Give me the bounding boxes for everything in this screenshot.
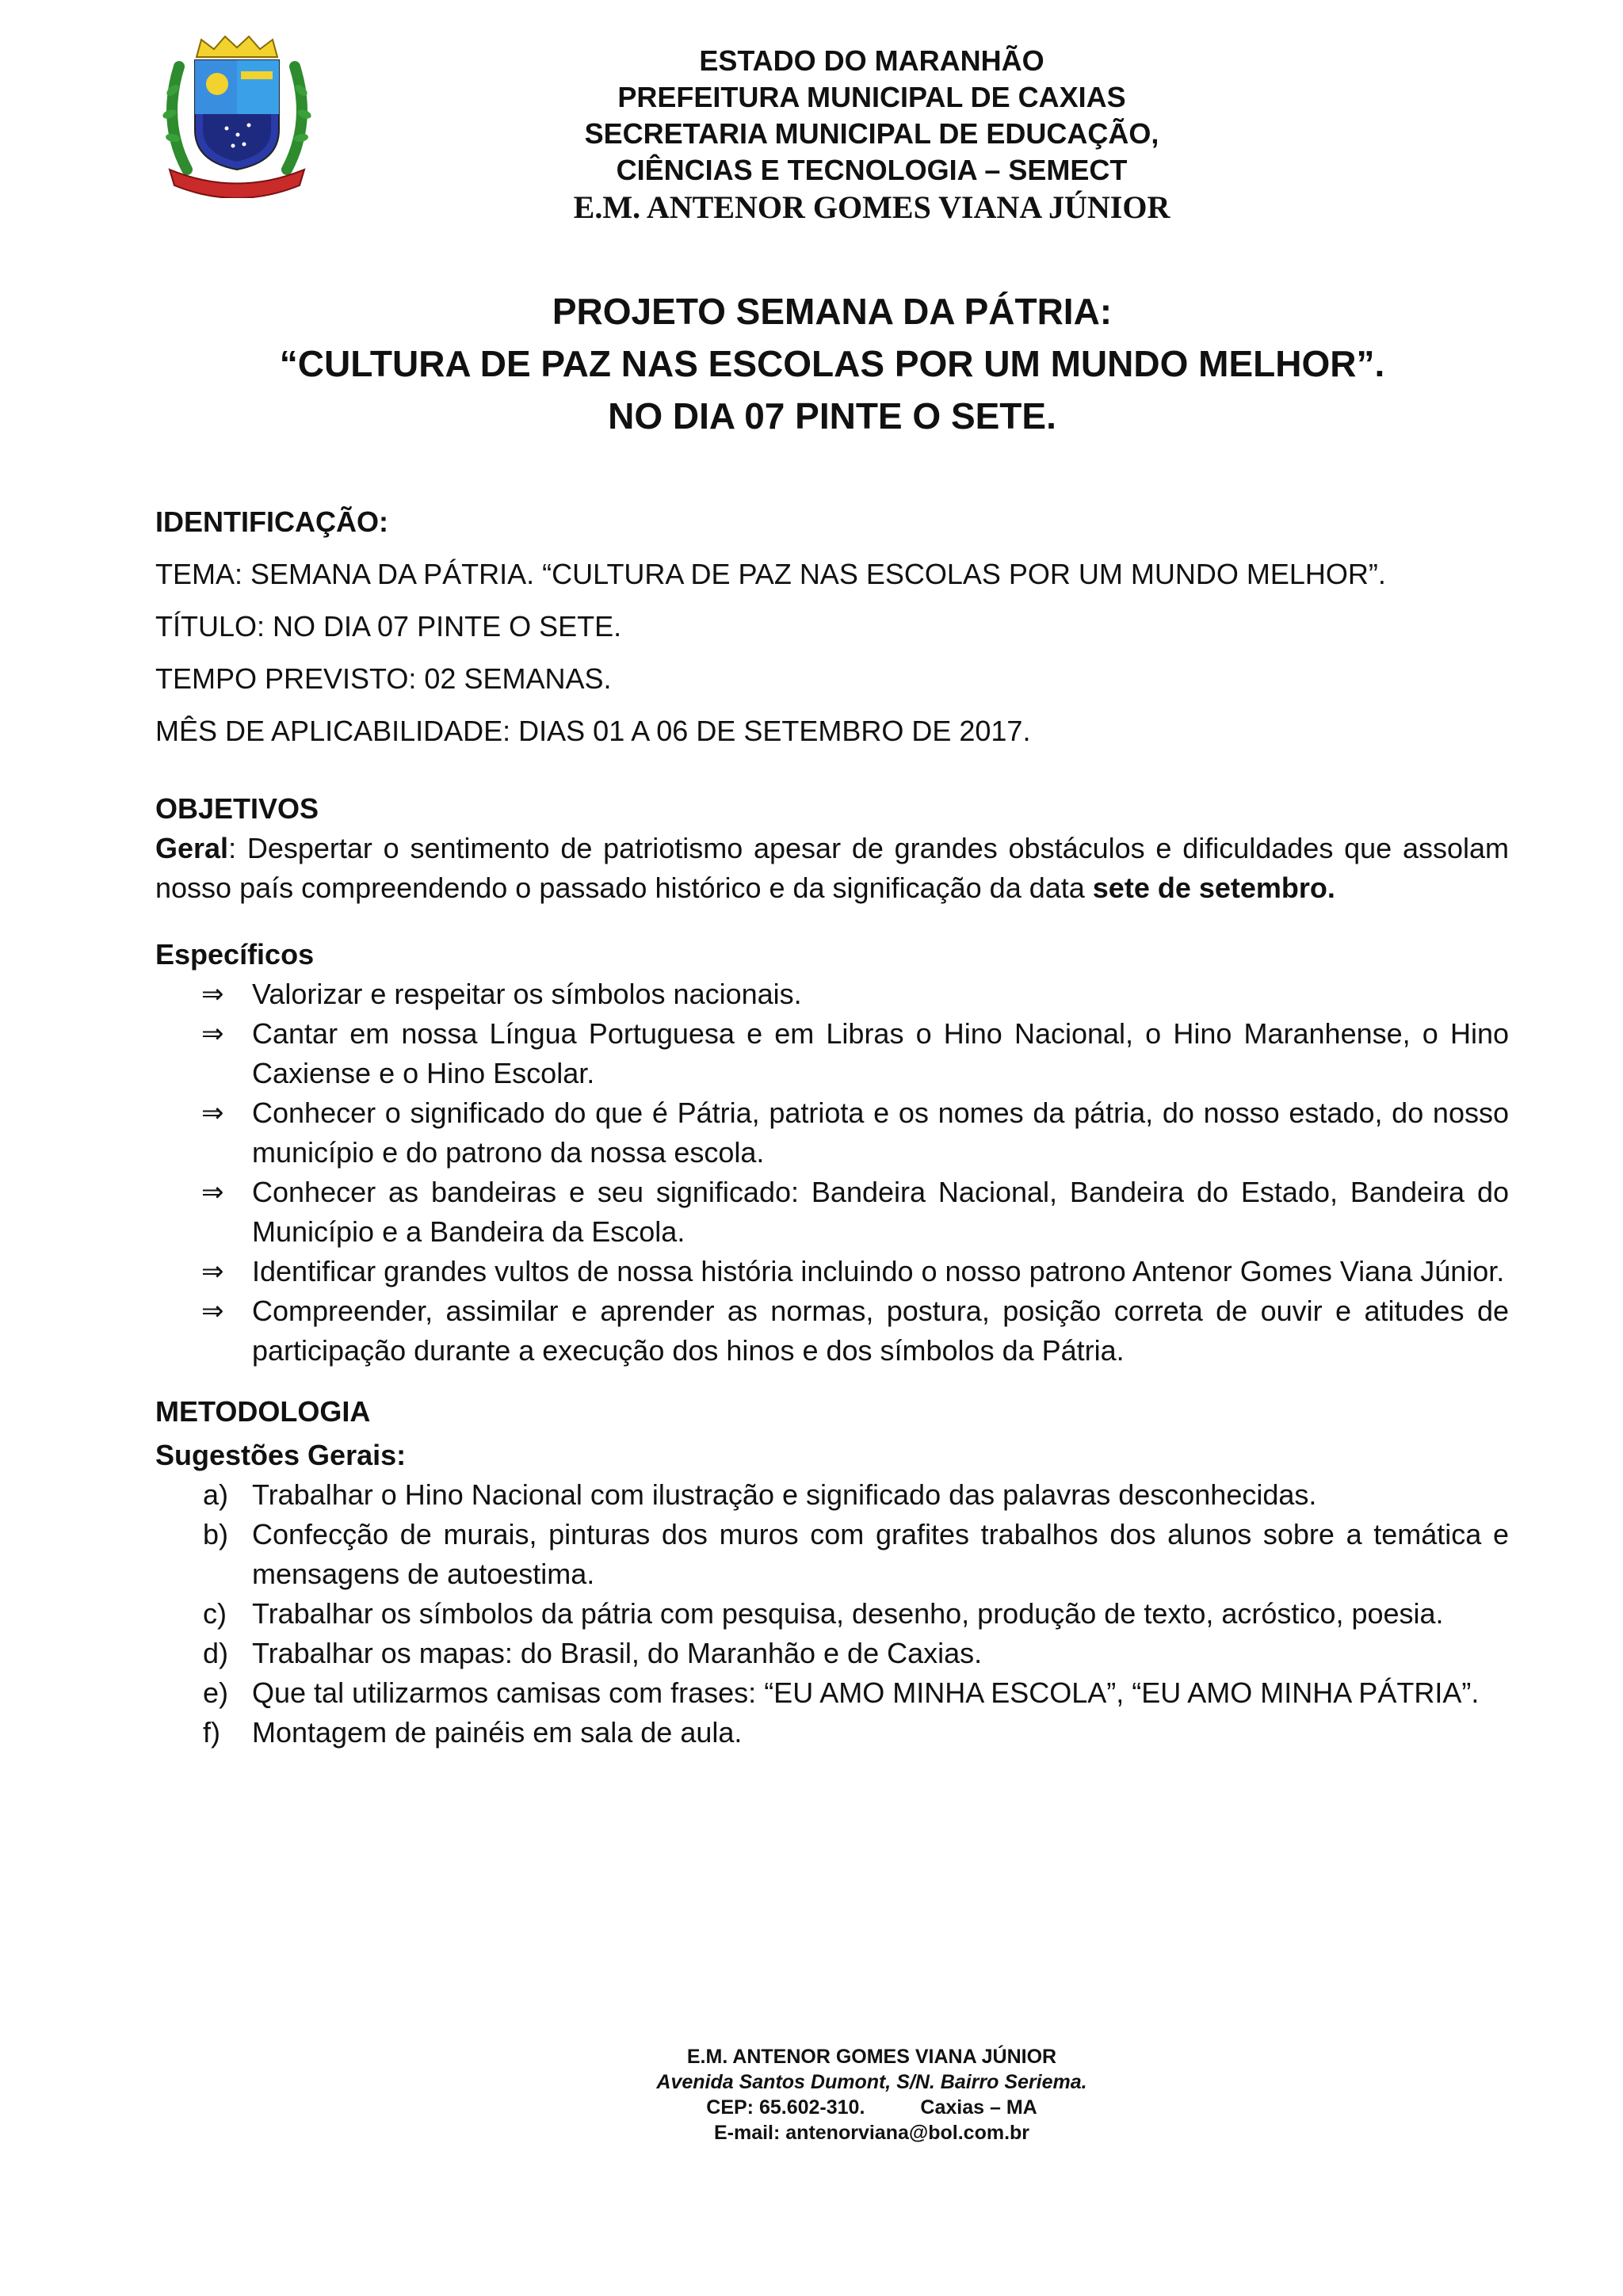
- list-item: b) Confecção de murais, pinturas dos muros com grafites trabalhos dos alunos sobre a temática e mensagens de autoestima.: [203, 1518, 1509, 1590]
- document-title: [158, 285, 1506, 442]
- footer-city: Caxias – MA: [920, 2096, 1037, 2119]
- footer-email: E-mail: antenorviana@bol.com.br: [713, 2122, 1030, 2144]
- list-item: ⇒ Conhecer as bandeiras e seu significado: Bandeira Nacional, Bandeira do Estado, Bandeira do Município e a Bandeira da Escola.: [155, 1173, 1509, 1252]
- objetivo-geral-label: Geral: [155, 832, 229, 864]
- objetivos-heading: OBJETIVOS: [155, 792, 319, 825]
- arrow-right-icon: ⇒: [201, 1177, 224, 1208]
- footer-address: Avenida Santos Dumont, S/N. Bairro Seriema.: [656, 2071, 1087, 2093]
- identificacao-tema: TEMA: SEMANA DA PÁTRIA. “CULTURA DE PAZ NAS ESCOLAS POR UM MUNDO MELHOR”.: [155, 558, 1386, 590]
- header-secretariat: SECRETARIA MUNICIPAL DE EDUCAÇÃO,: [584, 117, 1159, 150]
- list-item: ⇒ Conhecer o significado do que é Pátria, patriota e os nomes da pátria, do nosso estado, do nosso município e do patrono da nossa escola.: [155, 1093, 1509, 1173]
- list-item: c) Trabalhar os símbolos da pátria com pesquisa, desenho, produção de texto, acróstico, poesia.: [203, 1597, 1444, 1630]
- footer-cep: CEP: 65.602-310.: [706, 2096, 865, 2119]
- list-item: ⇒ Cantar em nossa Língua Portuguesa e em Libras o Hino Nacional, o Hino Maranhense, o Hino Caxiense e o Hino Escolar.: [155, 1014, 1509, 1093]
- header-secretariat-cont: CIÊNCIAS E TECNOLOGIA – SEMECT: [616, 154, 1128, 186]
- document-body: [155, 496, 1509, 1753]
- page-footer: [444, 2044, 1300, 2145]
- list-item: a) Trabalhar o Hino Nacional com ilustração e significado das palavras desconhecidas.: [203, 1478, 1317, 1511]
- arrow-right-icon: ⇒: [201, 1018, 224, 1050]
- title-line-1: PROJETO SEMANA DA PÁTRIA:: [552, 291, 1113, 332]
- list-item: ⇒ Identificar grandes vultos de nossa história incluindo o nosso patrono Antenor Gomes Viana Júnior.: [155, 1252, 1509, 1291]
- header-prefecture: PREFEITURA MUNICIPAL DE CAXIAS: [617, 81, 1126, 113]
- header-school-name: E.M. ANTENOR GOMES VIANA JÚNIOR: [573, 189, 1170, 225]
- arrow-right-icon: ⇒: [201, 978, 224, 1010]
- especificos-list: [155, 974, 1509, 1371]
- municipal-crest-logo: [155, 35, 319, 198]
- list-item: f) Montagem de painéis em sala de aula.: [203, 1716, 743, 1749]
- objetivo-geral-text: : Despertar o sentimento de patriotismo apesar de grandes obstáculos e dificuldades que assolam nosso país compreendendo o passado histórico e da significação da data: [155, 832, 1509, 904]
- footer-cep-city: [444, 2095, 1300, 2120]
- identificacao-heading: IDENTIFICAÇÃO:: [155, 505, 388, 538]
- title-line-3: NO DIA 07 PINTE O SETE.: [608, 395, 1056, 437]
- identificacao-titulo: TÍTULO: NO DIA 07 PINTE O SETE.: [155, 610, 622, 643]
- header-state: ESTADO DO MARANHÃO: [699, 44, 1044, 77]
- sugestoes-heading: Sugestões Gerais:: [155, 1439, 407, 1471]
- objetivo-geral-date: sete de setembro.: [1092, 871, 1335, 904]
- identificacao-mes: MÊS DE APLICABILIDADE: DIAS 01 A 06 DE SETEMBRO DE 2017.: [155, 715, 1031, 747]
- list-item: d) Trabalhar os mapas: do Brasil, do Maranhão e de Caxias.: [203, 1637, 983, 1669]
- institution-header: [444, 43, 1300, 227]
- title-line-2: “CULTURA DE PAZ NAS ESCOLAS POR UM MUNDO MELHOR”.: [279, 343, 1385, 384]
- identificacao-tempo: TEMPO PREVISTO: 02 SEMANAS.: [155, 662, 612, 695]
- objetivo-geral-paragraph: [155, 829, 1509, 908]
- arrow-right-icon: ⇒: [201, 1097, 224, 1129]
- list-item: ⇒ Compreender, assimilar e aprender as normas, postura, posição correta de ouvir e atitudes de participação durante a execução dos hinos e dos símbolos da Pátria.: [155, 1291, 1509, 1371]
- arrow-right-icon: ⇒: [201, 1256, 224, 1287]
- arrow-right-icon: ⇒: [201, 1295, 224, 1327]
- list-item: e) Que tal utilizarmos camisas com frases: “EU AMO MINHA ESCOLA”, “EU AMO MINHA PÁTRIA”.: [203, 1676, 1480, 1709]
- especificos-heading: Específicos: [155, 938, 315, 971]
- list-item: ⇒ Valorizar e respeitar os símbolos nacionais.: [155, 974, 1509, 1014]
- metodologia-heading: METODOLOGIA: [155, 1395, 371, 1428]
- sugestoes-list: [155, 1475, 1509, 1753]
- footer-school-name: E.M. ANTENOR GOMES VIANA JÚNIOR: [686, 2046, 1057, 2068]
